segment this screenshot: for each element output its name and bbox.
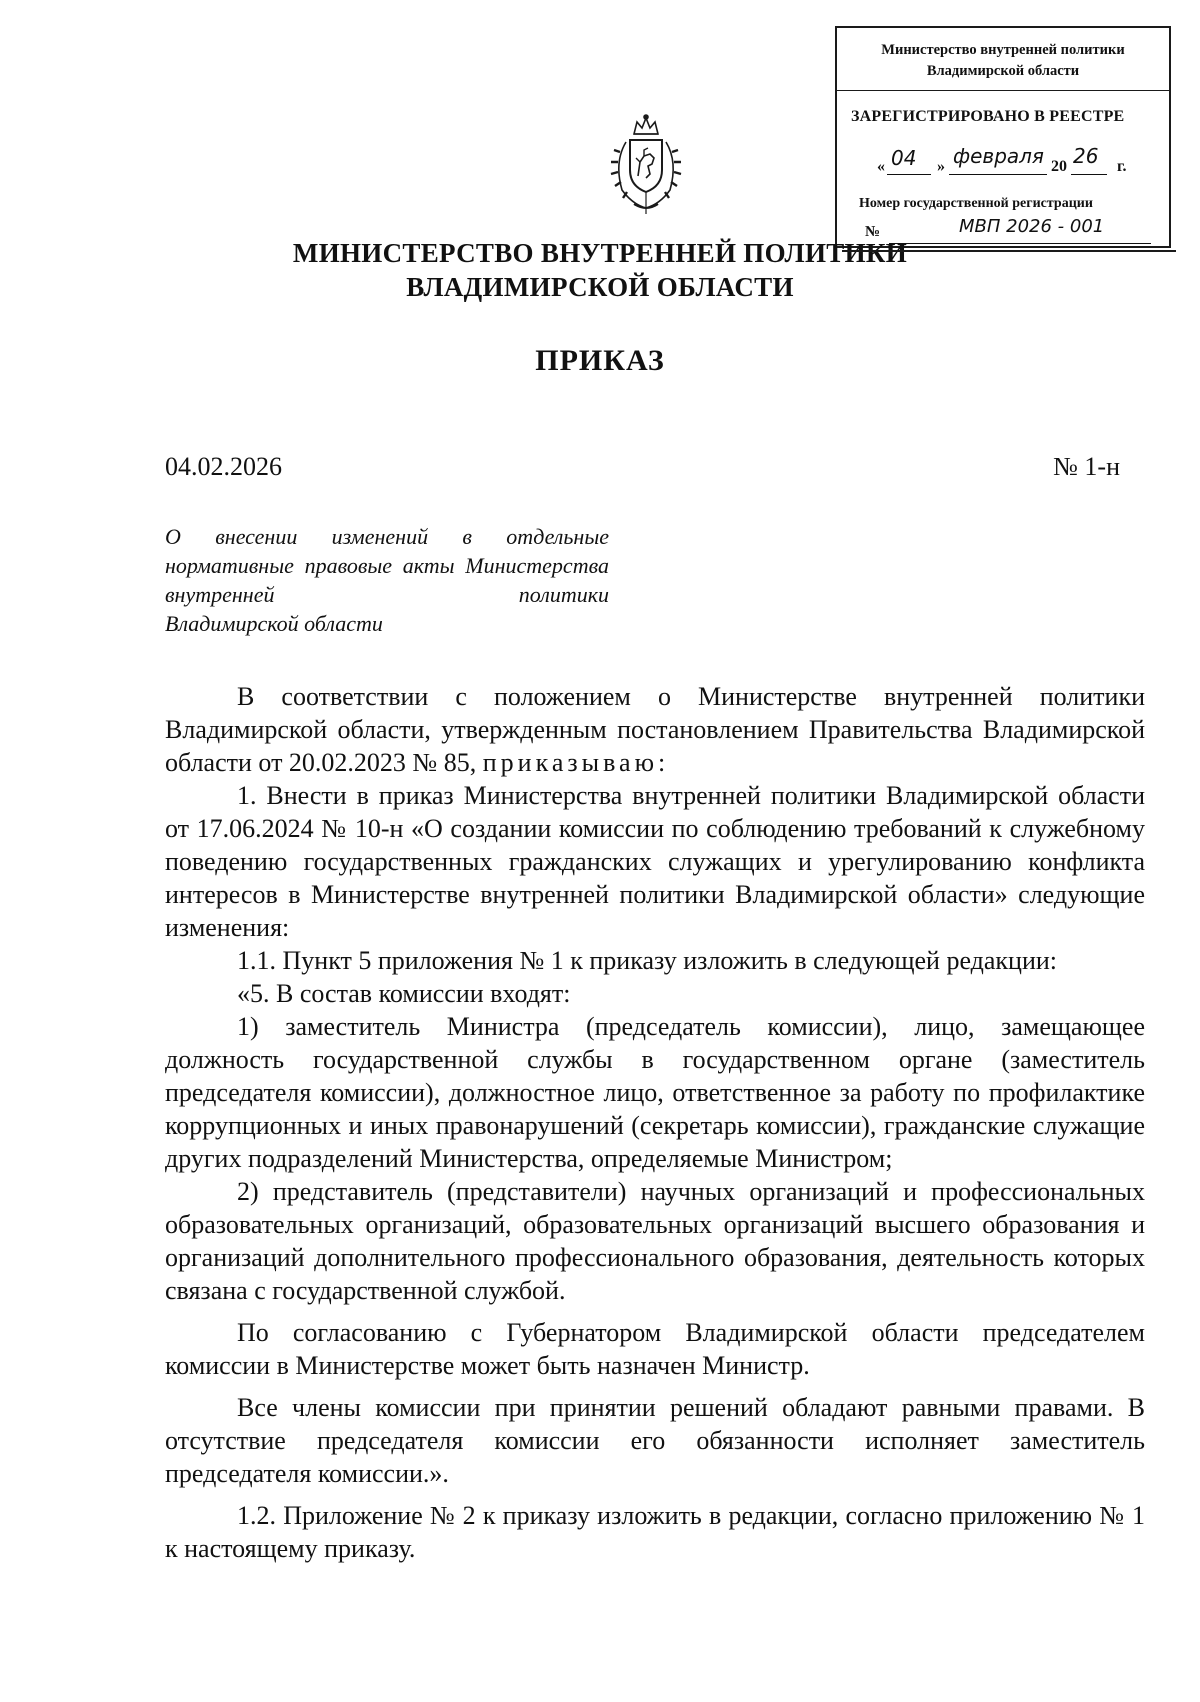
- body-paragraph-8: Все члены комиссии при принятии решений обладают равными правами. В отсутствие председателя комиссии его обязанности исполняет заместитель председателя комиссии.».: [165, 1393, 1145, 1488]
- body-paragraph-1-text: В соответствии с положением о Министерстве внутренней политики Владимирской области, утвержденным постановлением Правительства Владимирской области от 20.02.2023 № 85,: [165, 682, 1145, 777]
- stamp-day-underline: [887, 174, 931, 175]
- stamp-org-line1: Министерство внутренней политики: [881, 42, 1125, 58]
- stamp-month-underline: [949, 174, 1047, 175]
- stamp-overlap-line: [842, 250, 1176, 252]
- stamp-date-row: [877, 144, 1157, 178]
- stamp-day: 04: [891, 146, 917, 170]
- stamp-year-suffix: 26: [1073, 144, 1099, 168]
- body-paragraph-1-spaced: приказываю:: [482, 748, 670, 777]
- stamp-month: февраля: [953, 144, 1044, 168]
- ministry-title: [0, 236, 1200, 304]
- registration-stamp: [835, 26, 1171, 248]
- ministry-title-line1: МИНИСТЕРСТВО ВНУТРЕННЕЙ ПОЛИТИКИ: [292, 238, 908, 268]
- body-paragraph-5: 1) заместитель Министра (председатель комиссии), лицо, замещающее должность государственной службы в государственном органе (заместитель председателя комиссии), должностное лицо, ответственное за работу по профилактике коррупционных и иных правонарушений (секретарь комиссии), гражданские служащие других подразделений Министерства, определяемые Министром;: [165, 1012, 1145, 1173]
- body-paragraph-6: 2) представитель (представители) научных организаций и профессиональных образовательных организаций, образовательных организаций высшего образования и организаций дополнительного профессионального образования, деятельность которых связана с государственной службой.: [165, 1177, 1145, 1305]
- document-subject: [165, 522, 609, 638]
- body-paragraph-2: 1. Внести в приказ Министерства внутренней политики Владимирской области от 17.06.2024 № 10-н «О создании комиссии по соблюдению требований к служебному поведению государственных гражданских служащих и урегулированию конфликта интересов в Министерстве внутренней политики Владимирской области» следующие изменения:: [165, 781, 1145, 942]
- stamp-number-sign: №: [865, 224, 881, 240]
- body-paragraph-9: 1.2. Приложение № 2 к приказу изложить в редакции, согласно приложению № 1 к настоящему приказу.: [165, 1501, 1145, 1563]
- coat-of-arms-icon: [604, 112, 688, 216]
- stamp-organization: [837, 40, 1169, 82]
- document-body: [165, 680, 1145, 1565]
- document-number: № 1-н: [1053, 452, 1120, 481]
- document-date: 04.02.2026: [165, 452, 282, 481]
- stamp-year-underline: [1071, 174, 1107, 175]
- stamp-divider: [837, 90, 1169, 91]
- stamp-org-line2: Владимирской области: [926, 63, 1080, 79]
- body-paragraph-1: [165, 680, 1145, 779]
- document-type-title: ПРИКАЗ: [535, 344, 665, 377]
- stamp-registered-label: ЗАРЕГИСТРИРОВАНО В РЕЕСТРЕ: [851, 108, 1125, 125]
- body-paragraph-4: «5. В состав комиссии входят:: [237, 979, 571, 1008]
- stamp-year-mark: г.: [1117, 158, 1127, 175]
- stamp-number-value: МВП 2026 - 001: [959, 216, 1105, 237]
- stamp-quote-close: »: [937, 158, 945, 175]
- subject-text-main: О внесении изменений в отдельные нормативные правовые акты Министерства внутренней политики: [165, 524, 609, 607]
- subject-text-last: Владимирской области: [165, 611, 383, 636]
- body-paragraph-3: 1.1. Пункт 5 приложения № 1 к приказу изложить в следующей редакции:: [237, 946, 1058, 975]
- body-paragraph-7: По согласованию с Губернатором Владимирской области председателем комиссии в Министерстве может быть назначен Министр.: [165, 1318, 1145, 1380]
- stamp-year-prefix: 20: [1051, 158, 1067, 175]
- stamp-number-label: Номер государственной регистрации: [859, 196, 1093, 211]
- stamp-quote-open: «: [877, 158, 885, 175]
- ministry-title-line2: ВЛАДИМИРСКОЙ ОБЛАСТИ: [406, 272, 794, 302]
